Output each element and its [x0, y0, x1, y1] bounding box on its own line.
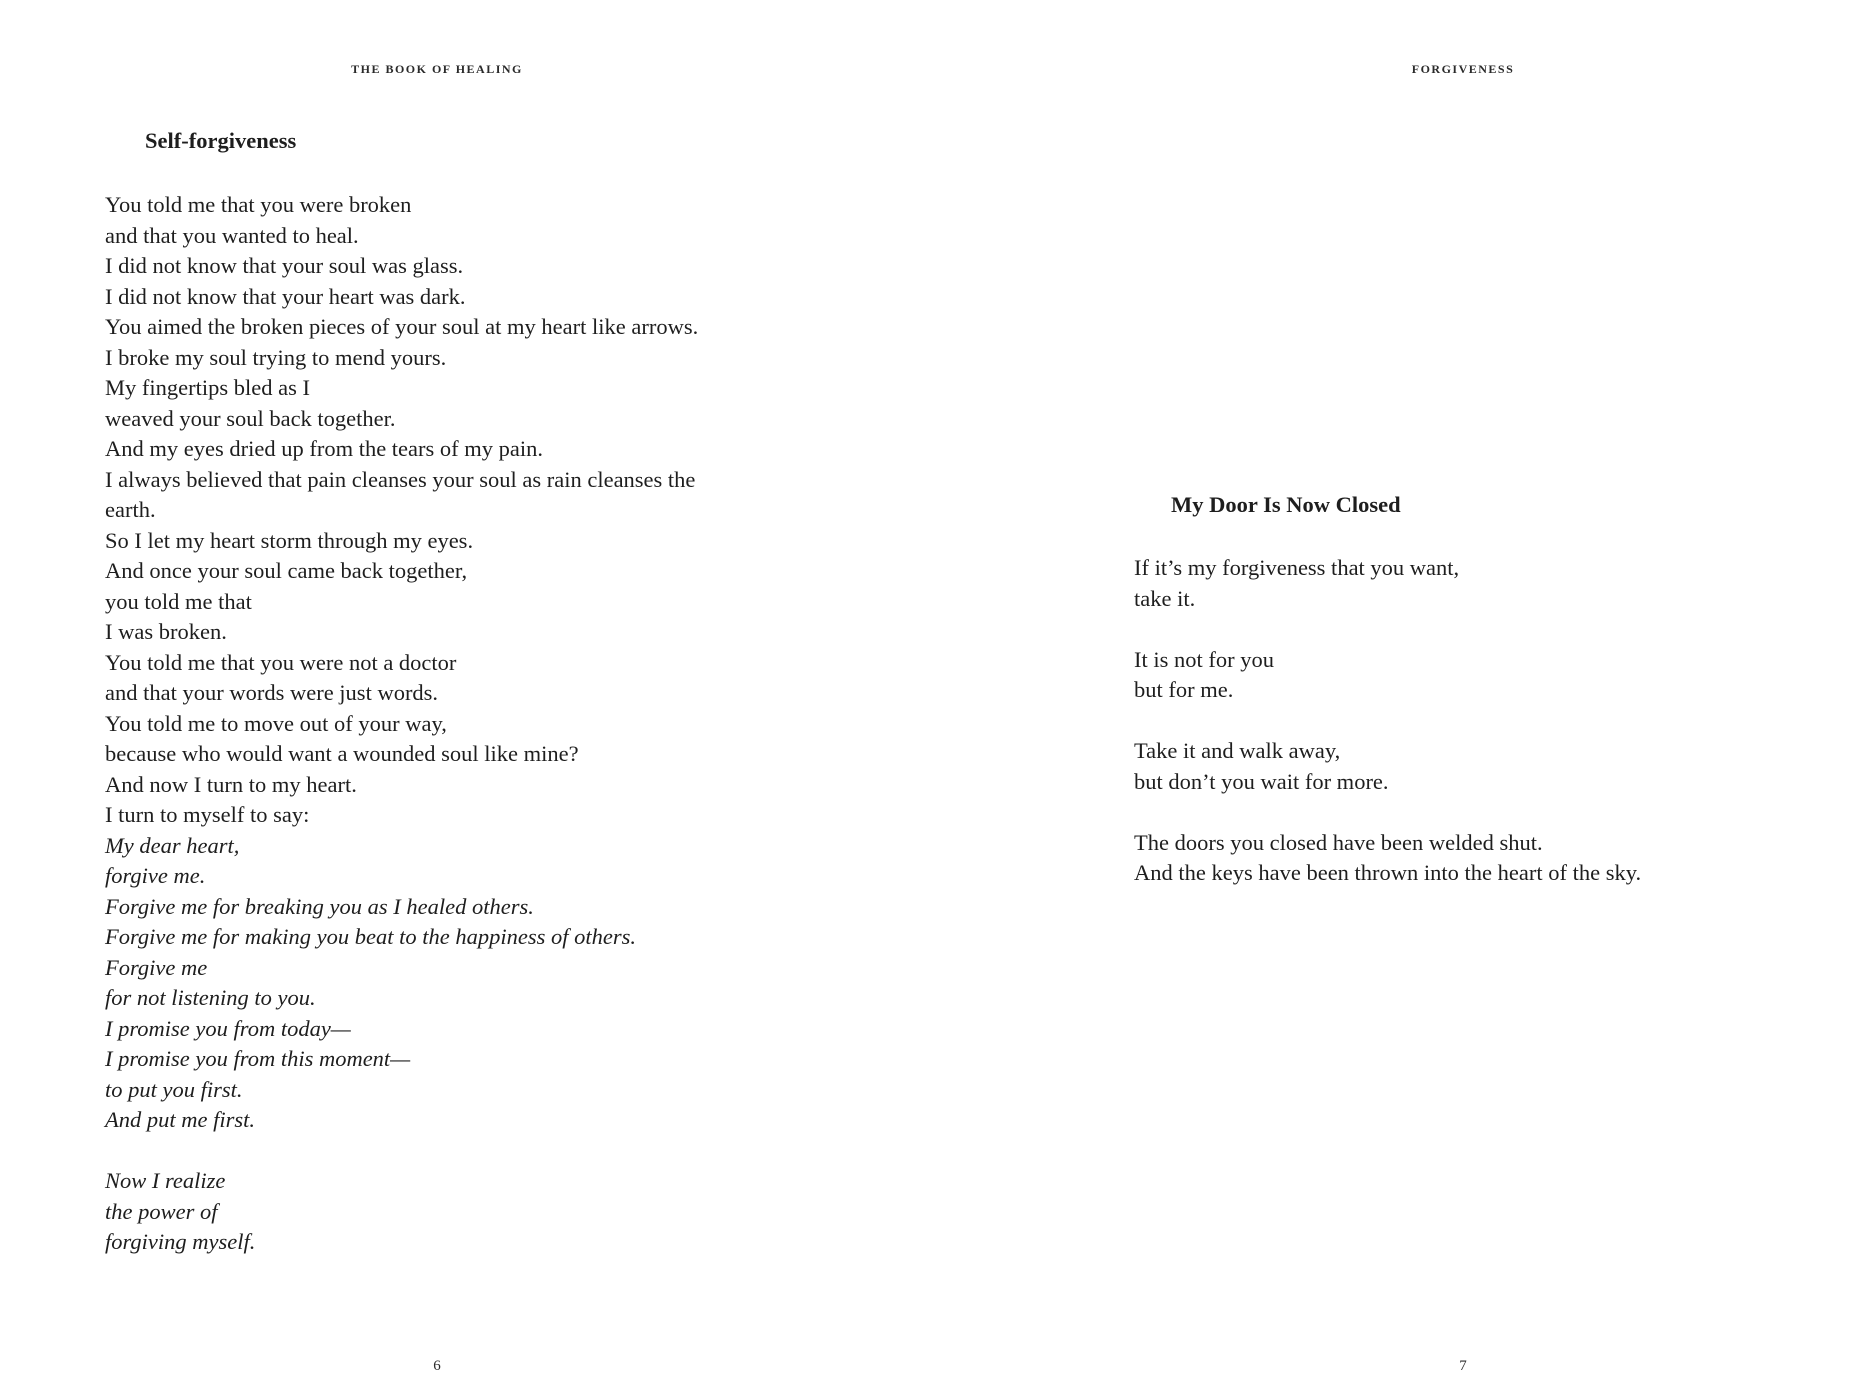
- poem-line: The doors you closed have been welded shut.: [1134, 829, 1543, 855]
- page-number-right: 7: [1459, 1358, 1467, 1374]
- stanza-break: [1134, 614, 1774, 645]
- running-head-right: FORGIVENESS: [1411, 62, 1515, 76]
- poem-line: You told me that you were broken: [105, 192, 412, 217]
- poem-line: And now I turn to my heart.: [105, 771, 357, 797]
- poem-line: I promise you from today—: [105, 1015, 351, 1041]
- poem-line: If it’s my forgiveness that you want,: [1134, 555, 1460, 580]
- poem-body-self-forgiveness: [105, 190, 725, 1258]
- poem-line: Forgive me for making you beat to the happiness of others.: [105, 924, 636, 949]
- poem-line: You told me to move out of your way,: [105, 710, 447, 736]
- poem-line: My dear heart,: [105, 832, 240, 858]
- poem-line: and that your words were just words.: [105, 680, 439, 705]
- poem-line: I turn to myself to say:: [105, 802, 310, 827]
- poem-line: for not listening to you.: [105, 985, 316, 1010]
- poem-line: It is not for you: [1134, 646, 1274, 672]
- poem-line: forgiving myself.: [105, 1229, 256, 1254]
- poem-line: Take it and walk away,: [1134, 738, 1341, 763]
- poem-line: You told me that you were not a doctor: [105, 649, 457, 675]
- poem-line: I was broken.: [105, 619, 227, 644]
- poem-line: Now I realize: [105, 1168, 226, 1193]
- poem-line: take it.: [1134, 585, 1196, 611]
- poem-line: you told me that: [105, 588, 252, 614]
- poem-line: I broke my soul trying to mend yours.: [105, 344, 447, 370]
- poem-line: And once your soul came back together,: [105, 558, 468, 583]
- poem-line: to put you first.: [105, 1076, 243, 1102]
- poem-title-my-door-is-now-closed: My Door Is Now Closed: [1171, 492, 1401, 517]
- poem-line: I did not know that your soul was glass.: [105, 253, 464, 278]
- poem-line: And my eyes dried up from the tears of my pain.: [105, 436, 544, 461]
- poem-body-my-door-is-now-closed: [1134, 553, 1774, 889]
- poem-line: I promise you from this moment—: [105, 1046, 411, 1071]
- poem-line: You aimed the broken pieces of your soul at my heart like arrows.: [105, 314, 699, 339]
- page-number-left: 6: [433, 1358, 441, 1374]
- poem-line: but for me.: [1134, 677, 1234, 702]
- poem-line: but don’t you wait for more.: [1134, 768, 1389, 794]
- poem-line: the power of: [105, 1198, 218, 1224]
- stanza-break: [105, 1136, 725, 1167]
- poem-line: And put me first.: [105, 1107, 255, 1132]
- poem-line: And the keys have been thrown into the heart of the sky.: [1134, 860, 1642, 885]
- poem-line: My fingertips bled as I: [105, 375, 310, 400]
- running-head-left: THE BOOK OF HEALING: [351, 62, 523, 76]
- poem-line: and that you wanted to heal.: [105, 222, 359, 248]
- stanza-break: [1134, 706, 1774, 737]
- stanza-break: [1134, 797, 1774, 828]
- poem-line: weaved your soul back together.: [105, 405, 396, 431]
- poem-line: So I let my heart storm through my eyes.: [105, 527, 474, 553]
- right-page: [931, 0, 1862, 1396]
- poem-line: forgive me.: [105, 863, 206, 888]
- poem-title-self-forgiveness: Self-forgiveness: [145, 128, 297, 153]
- poem-line: Forgive me: [105, 954, 208, 980]
- poem-line: I did not know that your heart was dark.: [105, 283, 466, 309]
- poem-line: because who would want a wounded soul like mine?: [105, 741, 579, 766]
- poem-line: Forgive me for breaking you as I healed others.: [105, 893, 534, 919]
- poem-line: I always believed that pain cleanses your soul as rain cleanses the earth.: [105, 466, 696, 522]
